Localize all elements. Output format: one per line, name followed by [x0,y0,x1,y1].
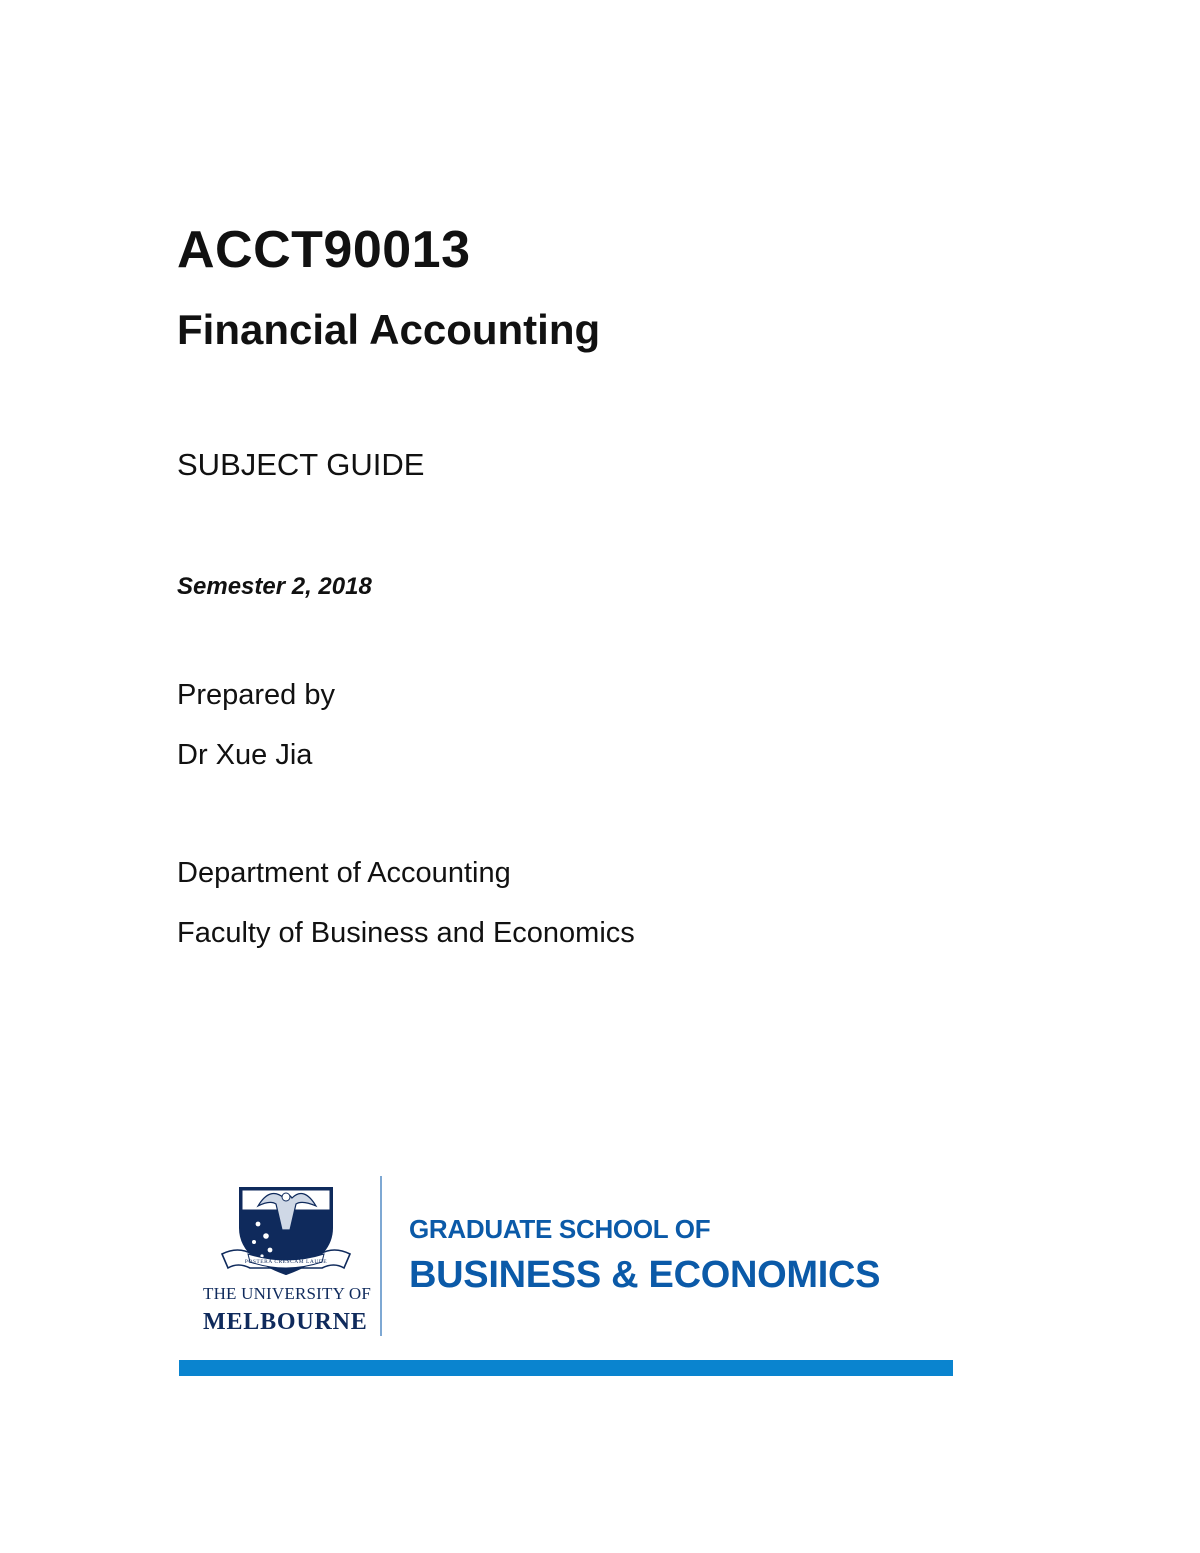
school-name-line2: BUSINESS & ECONOMICS [409,1254,881,1296]
document-type: SUBJECT GUIDE [177,447,425,482]
logo-divider [380,1176,382,1336]
course-code: ACCT90013 [177,221,471,279]
university-name-line2: MELBOURNE [203,1309,368,1335]
school-name-line1: GRADUATE SCHOOL OF [409,1214,711,1244]
semester: Semester 2, 2018 [177,573,372,600]
prepared-by-label: Prepared by [177,679,335,711]
course-title: Financial Accounting [177,306,601,353]
faculty: Faculty of Business and Economics [177,917,635,949]
accent-bar [179,1360,953,1376]
svg-text:POSTERA CRESCAM LAUDE: POSTERA CRESCAM LAUDE [244,1259,328,1265]
university-name-line1: THE UNIVERSITY OF [203,1284,372,1303]
department: Department of Accounting [177,857,511,889]
author-name: Dr Xue Jia [177,739,313,771]
university-crest-icon [218,1180,354,1280]
